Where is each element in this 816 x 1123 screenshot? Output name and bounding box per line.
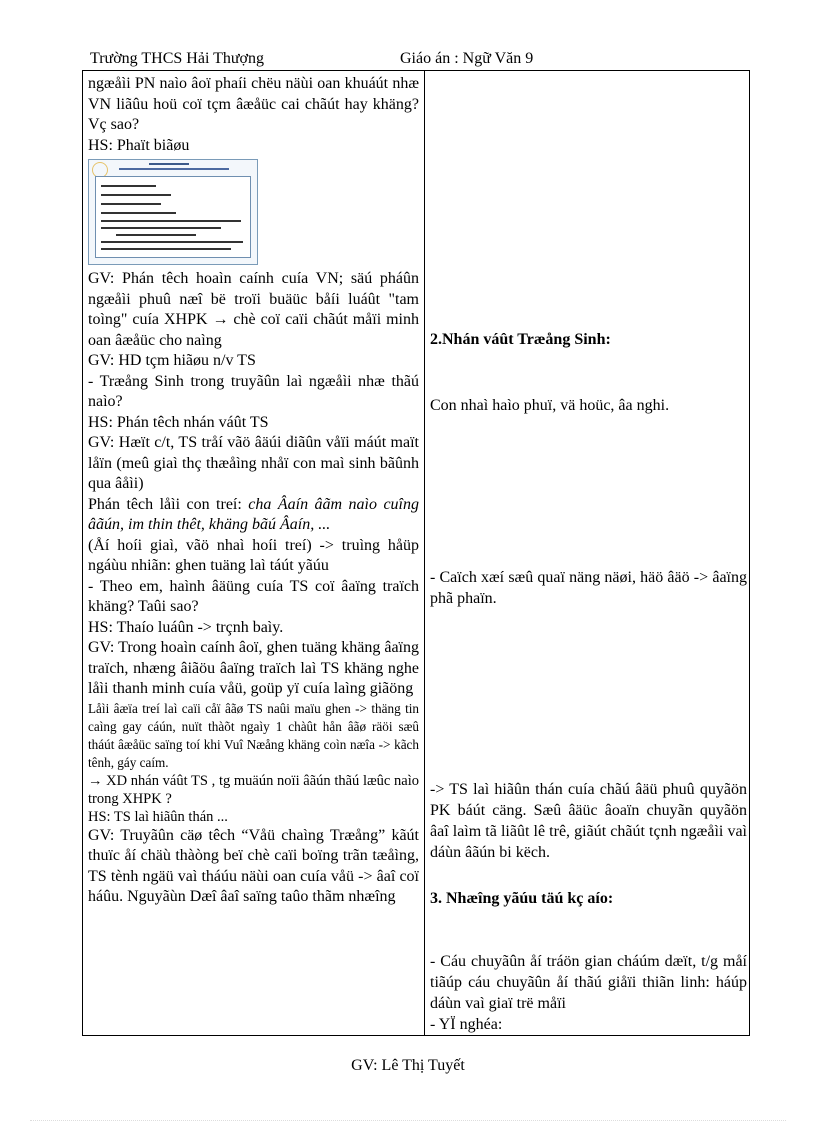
bottom-dotted-line xyxy=(30,1120,786,1121)
school-name: Trường THCS Hải Thượng xyxy=(90,50,264,67)
slide-text-line xyxy=(101,203,161,205)
lesson-table xyxy=(82,70,750,1036)
slide-text-line xyxy=(101,212,176,214)
subject-title: Giáo án : Ngữ Văn 9 xyxy=(400,50,534,67)
slide-subtitle-line xyxy=(119,168,229,170)
right-paragraph: -> TS laì hiãûn thán cuía chãú âäü phuû quyãön PK báút cäng. Sæû âäüc âoaïn chuyãn quyãön âaî laìm tã liãût lê trê, giãút chãút tçnh ngæåìi vaì dáùn âãún bi këch. xyxy=(430,781,747,861)
right-paragraph: - YÏ nghéa: xyxy=(430,1016,503,1033)
right-paragraph: - Cáu chuyãûn åí tráön gian cháúm dæït, t/g måí tiãúp cáu chuyãûn åí thãú giåïi thiãn linh: háúp dáùn vaì giaï trë måïi xyxy=(430,953,747,1012)
slide-text-line xyxy=(101,227,221,229)
left-paragraph: GV: Hæït c/t, TS tråí vãö âäúi diãûn våïi máút maït låïn (meû giaì thç thæåìng nhåï con maì sinh bãûnh qua âåìi) xyxy=(88,434,419,492)
left-paragraph: ngæåìi PN naìo âoï phaíi chëu näùi oan khuáút nhæ VN liãûu hoü coï tçm âæåüc cai chãút hay khäng? Vç sao? xyxy=(88,75,419,133)
left-paragraph: HS: Phán têch nhán váût TS xyxy=(88,413,269,431)
left-paragraph xyxy=(88,495,419,536)
left-paragraph-small: Låìi âæïa treí laì caïi cåï âãø TS naûi maïu ghen -> thäng tin caìng gay cáún, nuït thàõt ngaìy 1 chàût hån âãø räöi sæû tháút âæåüc saïng toí khi Vuî Næång khäng coìn næîa -> kãch tênh, gáy caím. xyxy=(88,700,419,770)
left-paragraph: - Træång Sinh trong truyãûn laì ngæåìi nhæ thãú naìo? xyxy=(88,372,419,410)
left-paragraph: GV: Truyãûn cäø têch “Våü chaìng Træång” kãút thuïc åí chäù thàòng beï chè caïi boïng trãn tæåìng, TS tènh ngäü vaì tháúu näùi oan cuía våü -> âaî coï háûu. Nguyãùn Dæî âaî saïng taûo thãm nhæîng xyxy=(88,826,419,905)
column-divider xyxy=(424,71,425,1035)
right-column xyxy=(430,71,747,1035)
left-paragraph: HS: Thaío luáûn -> trçnh baìy. xyxy=(88,618,284,636)
page-header xyxy=(90,48,750,71)
child-quote: cha Âaín âãm naìo cuîng âãún, im thin thêt, khäng bãú Âaín, ... xyxy=(88,495,420,533)
slide-text-line xyxy=(101,241,243,243)
slide-text-line xyxy=(116,234,196,236)
slide-text-line xyxy=(101,220,241,222)
left-paragraph-small: HS: TS laì hiãûn thán ... xyxy=(88,808,228,825)
section-heading: 3. Nhæîng yãúu täú kç aío: xyxy=(430,890,614,907)
slide-title-line xyxy=(149,163,189,165)
left-paragraph: GV: Trong hoaìn caính âoï, ghen tuäng khäng âaïng traïch, nhæng âiãöu âaïng traïch laì TS khäng nghe låìi thanh minh cuía våü, goüp yï cuía laìng giãöng xyxy=(88,639,419,697)
left-column xyxy=(88,74,419,908)
left-paragraph: (Åí hoíi giaì, vãö nhaì hoíi treí) -> truìng håüp ngáùu nhiãn: ghen tuäng laì táút yãúu xyxy=(88,536,419,574)
left-paragraph-small: → XD nhán váût TS , tg muäún noïi âãún thãú læûc naìo trong XHPK ? xyxy=(88,772,419,807)
left-paragraph: HS: Phaït biãøu xyxy=(88,136,190,154)
right-paragraph: - Caïch xæí sæû quaï näng näøi, häö âäö -> âaïng phã phaïn. xyxy=(430,569,747,607)
left-paragraph: GV: HD tçm hiãøu n/v TS xyxy=(88,352,256,369)
right-paragraph: Con nhaì haìo phuï, vä hoüc, âa nghi. xyxy=(430,397,670,414)
analysis-label: Phán têch låìi con treí: xyxy=(88,495,242,513)
slide-thumbnail-image xyxy=(88,159,258,265)
left-paragraph: GV: Phán têch hoaìn caính cuía VN; säú pháûn ngæåìi phuû næî bë troïi buäüc båíi luáût "tam toìng" cuía XHPK → chè coï caïi chãút måïi minh oan âæåüc cho naìng xyxy=(88,270,419,349)
slide-text-line xyxy=(101,248,231,250)
page-footer: GV: Lê Thị Tuyết xyxy=(351,1057,465,1074)
section-heading: 2.Nhán váût Træång Sinh: xyxy=(430,331,611,348)
left-paragraph: - Theo em, haình âäüng cuía TS coï âaïng traïch khäng? Taûi sao? xyxy=(88,577,419,615)
slide-content-box xyxy=(95,176,251,258)
slide-text-line xyxy=(101,194,171,196)
slide-text-line xyxy=(101,185,156,187)
